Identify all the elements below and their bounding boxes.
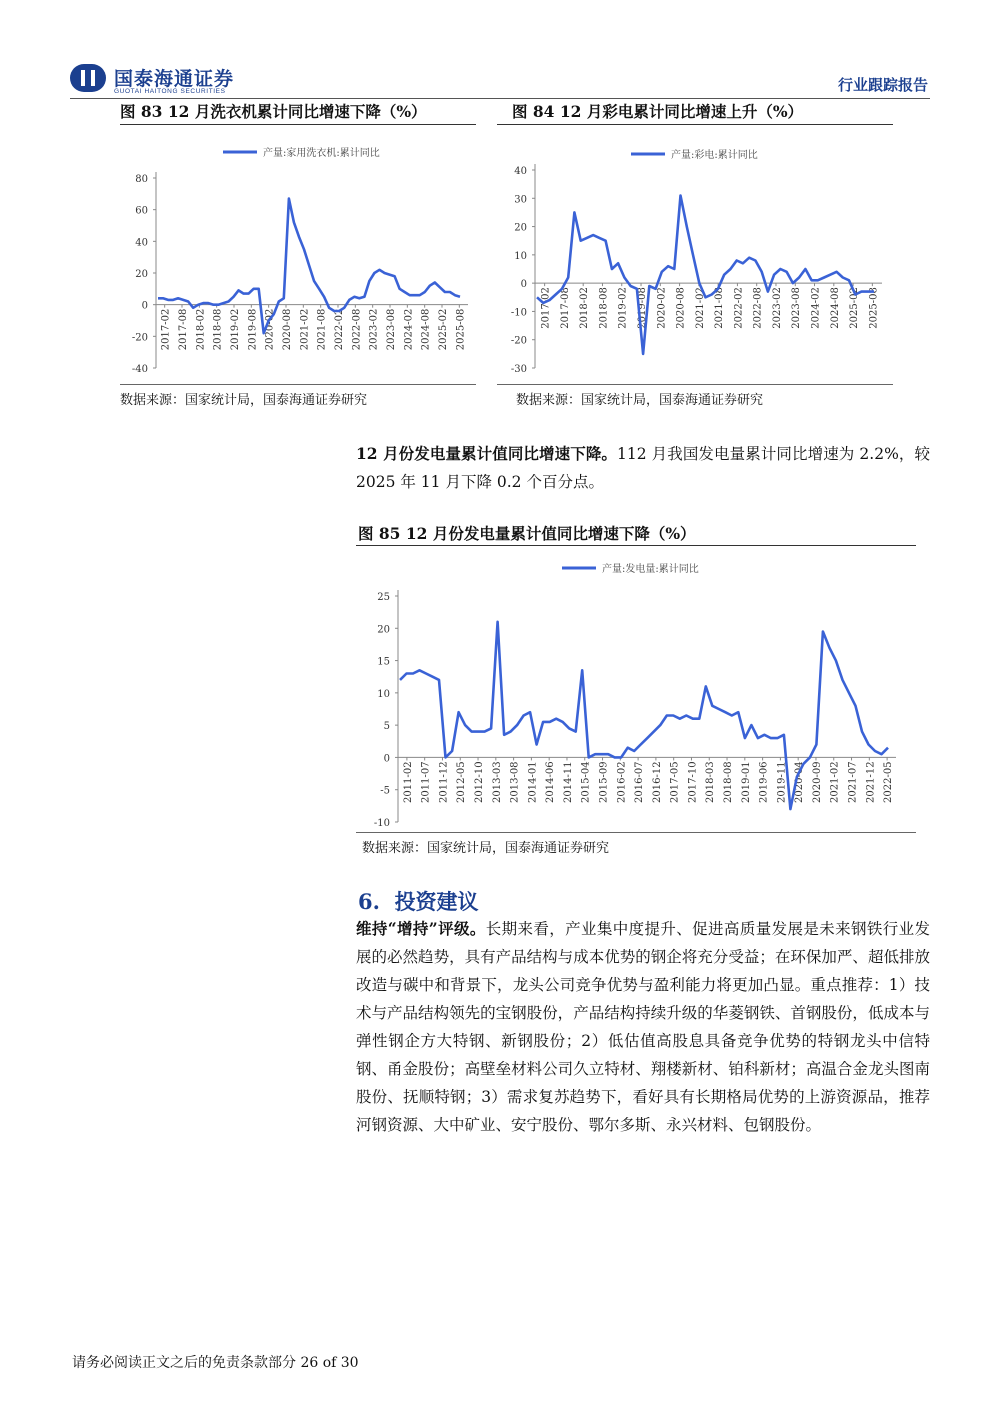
power-xtick-label: 2012-05 bbox=[456, 761, 468, 803]
tv-xtick-label: 2024-08 bbox=[829, 287, 841, 329]
power-xtick-label: 2020-09 bbox=[811, 761, 823, 803]
washer-xtick-label: 2024-08 bbox=[420, 308, 432, 351]
power-paragraph-body: 112 月我国发电量累计同比增速为 2.2%，较 2025 年 11 月下降 0.2 个百分点。 bbox=[356, 445, 930, 491]
figure-85-title: 图 85 12 月份发电量累计值同比增速下降（%） bbox=[358, 524, 696, 543]
tv-xtick-label: 2022-08 bbox=[752, 287, 764, 329]
tv-xtick-label: 2020-08 bbox=[675, 287, 687, 329]
power-ytick-label: 15 bbox=[377, 656, 390, 668]
investment-paragraph bbox=[356, 915, 930, 1139]
power-xtick-label: 2013-08 bbox=[509, 761, 521, 803]
washer-xtick-label: 2017-08 bbox=[178, 308, 189, 351]
tv-ytick-label: -30 bbox=[510, 364, 527, 375]
power-xtick-label: 2018-08 bbox=[723, 761, 735, 803]
figure-83-title: 图 83 12 月洗衣机累计同比增速下降（%） bbox=[120, 102, 427, 121]
washer-xtick-label: 2019-02 bbox=[230, 308, 241, 351]
washer-xtick-label: 2023-08 bbox=[386, 308, 397, 351]
investment-paragraph-body: 长期来看，产业集中度提升、促进高质量发展是未来钢铁行业发展的必然趋势，具有产品结构与成本优势的钢企将充分受益；在环保加严、超低排放改造与碳中和背景下，龙头公司竞争优势与盈利能力将更加凸显。重点推荐：1）技术与产品结构领先的宝钢股份，产品结构持续升级的华菱钢铁、首钢股份，低成本与弹性钢企方大特钢、新钢股份；2）低估值高股息具备竞争优势的特钢龙头中信特钢、甬金股份；高壁垒材料公司久立特材、翔楼新材、铂科新材；高温合金龙头图南股份、抚顺特钢；3）需求复苏趋势下，看好具有长期格局优势的上游资源品，推荐河钢资源、大中矿业、安宁股份、鄂尔多斯、永兴材料、包钢股份。 bbox=[356, 920, 930, 1134]
tv-xtick-label: 2021-02 bbox=[694, 287, 706, 329]
power-xtick-label: 2016-02 bbox=[616, 761, 628, 803]
power-ytick-label: 10 bbox=[377, 688, 390, 700]
figure-84-source-rule bbox=[497, 384, 893, 385]
figure-83-source: 数据来源：国家统计局，国泰海通证券研究 bbox=[120, 393, 368, 408]
power-xtick-label: 2014-01 bbox=[527, 761, 539, 803]
header-divider bbox=[70, 98, 930, 99]
washer-xtick-label: 2017-02 bbox=[160, 308, 172, 351]
power-xtick-label: 2015-04 bbox=[580, 761, 592, 803]
power-xtick-label: 2017-10 bbox=[687, 761, 699, 803]
power-xtick-label: 2014-11 bbox=[562, 761, 574, 803]
tv-xtick-label: 2019-08 bbox=[637, 287, 649, 329]
power-ytick-label: 25 bbox=[377, 592, 390, 603]
tv-ytick-label: 10 bbox=[514, 250, 527, 262]
power-ytick-label: -10 bbox=[373, 818, 390, 829]
power-xtick-label: 2011-07 bbox=[420, 761, 432, 803]
washer-xtick-label: 2025-02 bbox=[438, 308, 449, 351]
tv-ytick-label: -20 bbox=[510, 335, 527, 347]
power-xtick-label: 2016-07 bbox=[634, 761, 646, 803]
investment-paragraph-lead: 维持“增持”评级。 bbox=[356, 919, 486, 938]
tv-xtick-label: 2024-02 bbox=[810, 287, 822, 329]
tv-series-line bbox=[537, 196, 874, 354]
power-ytick-label: -5 bbox=[380, 785, 390, 797]
power-chart bbox=[356, 550, 916, 830]
power-xtick-label: 2016-12 bbox=[651, 761, 663, 803]
washer-xtick-label: 2020-02 bbox=[264, 308, 276, 351]
brand-logo-icon bbox=[70, 64, 106, 92]
power-xtick-label: 2017-05 bbox=[669, 761, 681, 803]
washer-ytick-label: -40 bbox=[131, 364, 148, 375]
washer-legend-label: 产量:家用洗衣机:累计同比 bbox=[263, 148, 380, 159]
figure-83-source-rule bbox=[120, 384, 476, 385]
washer-ytick-label: 80 bbox=[135, 174, 148, 185]
tv-xtick-label: 2025-02 bbox=[849, 287, 861, 329]
washer-xtick-label: 2021-08 bbox=[316, 308, 328, 351]
washer-xtick-label: 2022-02 bbox=[334, 308, 345, 351]
tv-xtick-label: 2021-08 bbox=[714, 287, 726, 329]
power-xtick-label: 2021-07 bbox=[847, 761, 859, 803]
brand-name-en: GUOTAI HAITONG SECURITIES bbox=[114, 88, 226, 95]
section-number: 6. bbox=[358, 889, 380, 914]
power-ytick-label: 20 bbox=[377, 624, 390, 636]
tv-xtick-label: 2019-02 bbox=[617, 287, 629, 329]
power-xtick-label: 2014-06 bbox=[545, 761, 557, 803]
tv-chart bbox=[497, 130, 893, 382]
figure-84-source: 数据来源：国家统计局，国泰海通证券研究 bbox=[516, 393, 764, 408]
washer-ytick-label: 60 bbox=[135, 205, 148, 217]
washer-xtick-label: 2020-08 bbox=[282, 308, 293, 351]
power-xtick-label: 2018-03 bbox=[705, 761, 717, 803]
washer-chart bbox=[118, 130, 478, 382]
tv-xtick-label: 2020-02 bbox=[656, 287, 668, 329]
tv-xtick-label: 2022-02 bbox=[733, 287, 745, 329]
power-paragraph bbox=[356, 440, 930, 496]
tv-xtick-label: 2025-08 bbox=[868, 287, 880, 329]
tv-ytick-label: -10 bbox=[510, 307, 527, 319]
tv-xtick-label: 2017-02 bbox=[540, 287, 552, 329]
power-xtick-label: 2015-09 bbox=[598, 761, 610, 803]
washer-ytick-label: 20 bbox=[135, 269, 148, 280]
power-xtick-label: 2011-12 bbox=[438, 761, 450, 803]
washer-xtick-label: 2025-08 bbox=[455, 308, 467, 351]
figure-84-title: 图 84 12 月彩电累计同比增速上升（%） bbox=[512, 102, 804, 121]
power-xtick-label: 2021-02 bbox=[829, 761, 841, 803]
power-xtick-label: 2011-02 bbox=[402, 761, 414, 803]
section-title: 投资建议 bbox=[394, 889, 479, 914]
figure-85-source-rule bbox=[356, 832, 916, 833]
washer-xtick-label: 2022-08 bbox=[351, 308, 363, 351]
washer-xtick-label: 2021-02 bbox=[299, 308, 311, 351]
report-type: 行业跟踪报告 bbox=[837, 76, 928, 94]
washer-ytick-label: 0 bbox=[141, 300, 148, 312]
power-xtick-label: 2021-12 bbox=[865, 761, 877, 803]
figure-85-source: 数据来源：国家统计局，国泰海通证券研究 bbox=[362, 841, 610, 856]
tv-xtick-label: 2018-08 bbox=[598, 287, 610, 329]
tv-xtick-label: 2023-02 bbox=[771, 287, 783, 329]
power-legend-label: 产量:发电量:累计同比 bbox=[602, 564, 699, 575]
figure-84-rule bbox=[497, 124, 893, 125]
power-xtick-label: 2019-06 bbox=[758, 761, 770, 803]
power-xtick-label: 2019-11 bbox=[776, 761, 788, 803]
tv-xtick-label: 2023-08 bbox=[791, 287, 803, 329]
washer-xtick-label: 2018-02 bbox=[195, 308, 207, 351]
washer-ytick-label: -20 bbox=[131, 332, 148, 344]
power-ytick-label: 5 bbox=[383, 721, 390, 733]
section-heading bbox=[358, 886, 479, 916]
brand-name: 国泰海通证券 bbox=[114, 68, 235, 90]
washer-xtick-label: 2018-08 bbox=[212, 308, 224, 351]
washer-ytick-label: 40 bbox=[135, 237, 148, 249]
tv-ytick-label: 40 bbox=[514, 166, 527, 177]
power-ytick-label: 0 bbox=[383, 753, 390, 765]
washer-xtick-label: 2019-08 bbox=[247, 308, 259, 351]
power-xtick-label: 2020-04 bbox=[794, 761, 806, 803]
power-paragraph-lead: 12 月份发电量累计值同比增速下降。 bbox=[356, 444, 618, 463]
power-xtick-label: 2022-05 bbox=[883, 761, 895, 803]
figure-85-rule bbox=[356, 545, 916, 546]
tv-ytick-label: 30 bbox=[514, 194, 527, 206]
washer-xtick-label: 2024-02 bbox=[403, 308, 415, 351]
washer-xtick-label: 2023-02 bbox=[368, 308, 380, 351]
power-xtick-label: 2013-03 bbox=[491, 761, 503, 803]
tv-xtick-label: 2017-08 bbox=[559, 287, 571, 329]
figure-83-rule bbox=[120, 124, 476, 125]
tv-ytick-label: 20 bbox=[514, 222, 527, 234]
power-xtick-label: 2019-01 bbox=[740, 761, 752, 803]
tv-xtick-label: 2018-02 bbox=[579, 287, 591, 329]
page-footer: 请务必阅读正文之后的免责条款部分 26 of 30 bbox=[72, 1355, 359, 1371]
tv-ytick-label: 0 bbox=[520, 279, 527, 291]
tv-legend-label: 产量:彩电:累计同比 bbox=[671, 150, 758, 161]
power-xtick-label: 2012-10 bbox=[474, 761, 486, 803]
